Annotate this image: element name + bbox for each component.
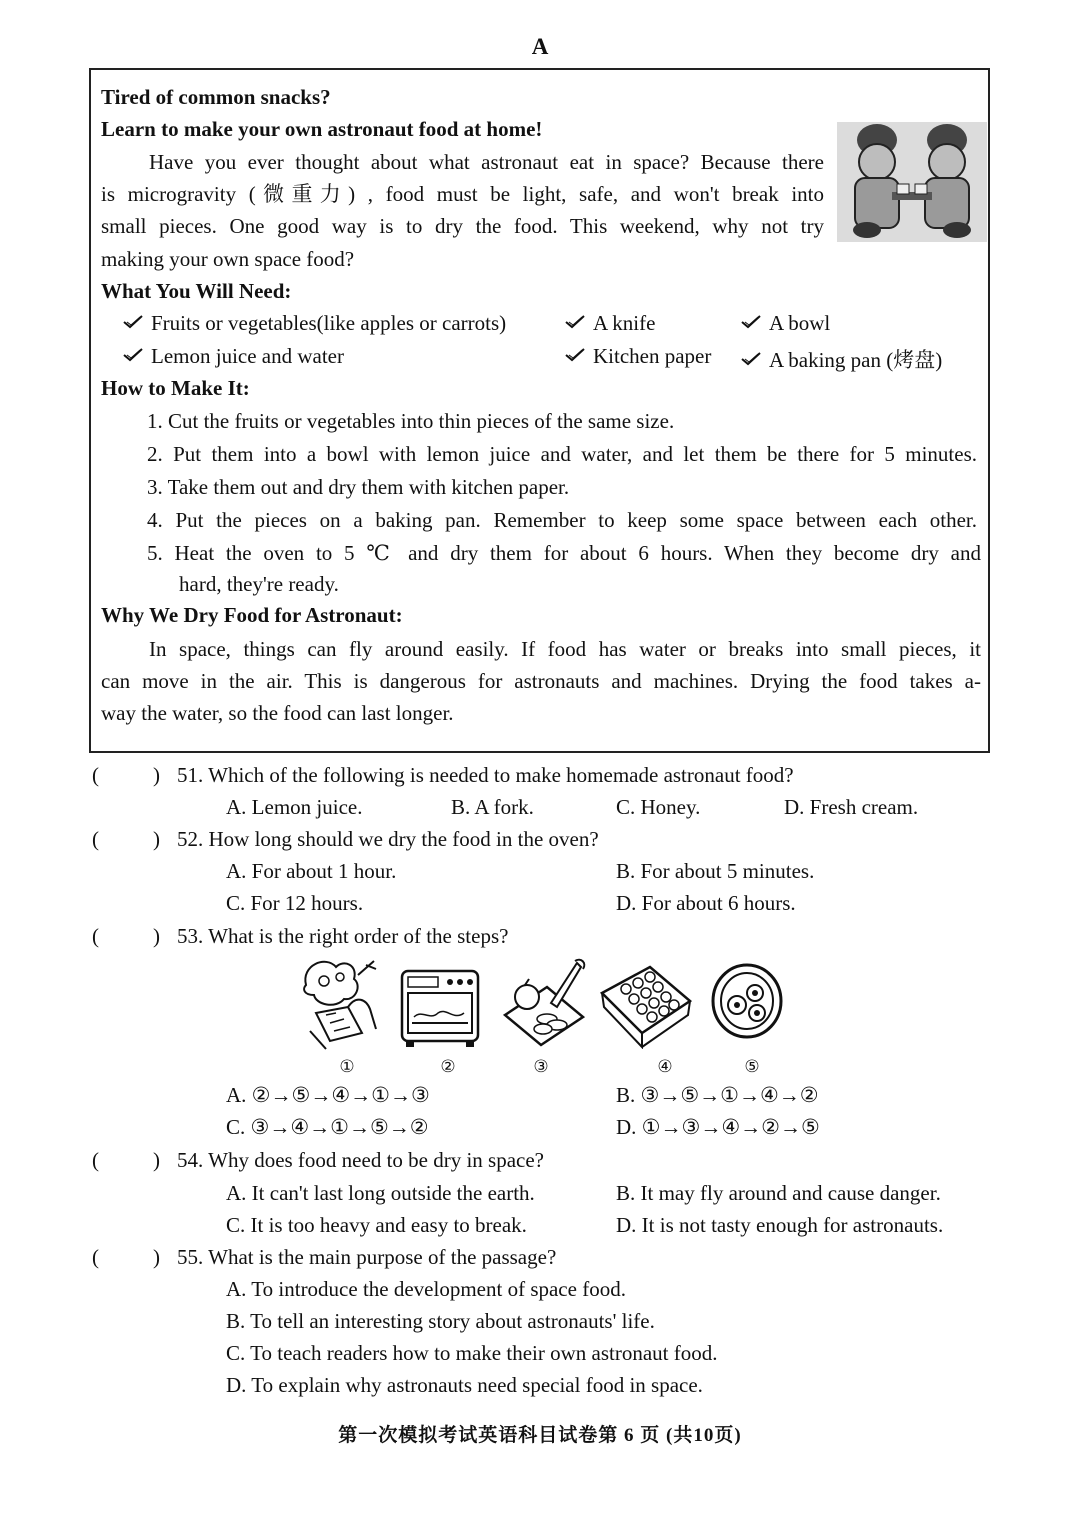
why-line-1: In space, things can fly around easily. If food has water or breaks into small pieces, it: [149, 637, 981, 661]
question-stem: 54. Why does food need to be dry in space?: [177, 1148, 545, 1172]
answer-paren-open[interactable]: (: [92, 1148, 99, 1172]
passage-box: [89, 68, 990, 753]
checkmark-icon: [123, 315, 143, 329]
intro-line-4: making your own space food?: [101, 247, 355, 271]
need-item-label: A bowl: [769, 311, 831, 335]
question-stem: 52. How long should we dry the food in the oven?: [177, 827, 599, 851]
need-item-lemon-juice: [123, 344, 344, 369]
option-b[interactable]: B. A fork.: [451, 795, 534, 819]
step-3: 3. Take them out and dry them with kitchen paper.: [147, 475, 570, 499]
option-d[interactable]: D. ①→③→④→②→⑤: [616, 1115, 820, 1139]
option-c[interactable]: C. For 12 hours.: [226, 891, 364, 915]
checkmark-icon: [565, 348, 585, 362]
step-5-continued: hard, they're ready.: [179, 572, 339, 596]
step-5: 5. Heat the oven to 5 ℃ and dry them for about 6 hours. When they become dry and: [147, 541, 981, 565]
why-heading: Why We Dry Food for Astronaut:: [101, 603, 403, 627]
need-item-knife: [565, 311, 655, 336]
answer-paren-close: ): [153, 763, 160, 787]
question-stem: 51. Which of the following is needed to make homemade astronaut food?: [177, 763, 794, 787]
checkmark-icon: [741, 315, 761, 329]
step-picture-dry-with-paper: [296, 955, 382, 1050]
step-2: 2. Put them into a bowl with lemon juice and water, and let them be there for 5 minutes.: [147, 442, 977, 466]
picture-label-4: ④: [657, 1057, 673, 1076]
section-letter: A: [531, 34, 549, 59]
answer-paren-open[interactable]: (: [92, 924, 99, 948]
option-d[interactable]: D. It is not tasty enough for astronauts.: [616, 1213, 944, 1237]
need-item-label: Lemon juice and water: [151, 344, 344, 368]
picture-label-3: ③: [533, 1057, 549, 1076]
need-item-bowl: [741, 311, 830, 336]
need-item-baking-pan: [741, 344, 942, 374]
step-picture-oven: [398, 967, 484, 1049]
passage-title-2: Learn to make your own astronaut food at home!: [101, 117, 543, 141]
option-c[interactable]: C. ③→④→①→⑤→②: [226, 1115, 429, 1139]
checkmark-icon: [565, 315, 585, 329]
option-b[interactable]: B. For about 5 minutes.: [616, 859, 815, 883]
answer-paren-open[interactable]: (: [92, 1245, 99, 1269]
option-a[interactable]: A. To introduce the development of space food.: [226, 1277, 626, 1301]
answer-paren-close: ): [153, 827, 160, 851]
option-a[interactable]: A. Lemon juice.: [226, 795, 363, 819]
need-item-label: Kitchen paper: [593, 344, 712, 368]
option-a[interactable]: A. ②→⑤→④→①→③: [226, 1083, 430, 1107]
need-item-kitchen-paper: [565, 344, 711, 369]
step-4: 4. Put the pieces on a baking pan. Remember to keep some space between each other.: [147, 508, 977, 532]
intro-line-3: small pieces. One good way is to dry the food. This weekend, why not try: [101, 214, 824, 238]
option-b[interactable]: B. ③→⑤→①→④→②: [616, 1083, 819, 1107]
picture-label-1: ①: [339, 1057, 355, 1076]
intro-line-2: is microgravity (微重力) , food must be light, safe, and won't break into: [101, 182, 824, 206]
option-c[interactable]: C. Honey.: [616, 795, 701, 819]
option-b[interactable]: B. To tell an interesting story about astronauts' life.: [226, 1309, 655, 1333]
need-heading: What You Will Need:: [101, 279, 292, 303]
picture-label-5: ⑤: [744, 1057, 760, 1076]
option-b[interactable]: B. It may fly around and cause danger.: [616, 1181, 941, 1205]
question-stem: 53. What is the right order of the steps?: [177, 924, 509, 948]
why-line-2: can move in the air. This is dangerous for astronauts and machines. Drying the food takes a-: [101, 669, 981, 693]
answer-paren-close: ): [153, 1148, 160, 1172]
need-item-label: Fruits or vegetables(like apples or carrots): [151, 311, 507, 335]
answer-paren-close: ): [153, 1245, 160, 1269]
page-footer: 第一次模拟考试英语科目试卷第 6 页 (共10页): [338, 1425, 742, 1446]
intro-line-1: Have you ever thought about what astronaut eat in space? Because there: [149, 150, 824, 174]
option-c[interactable]: C. To teach readers how to make their own astronaut food.: [226, 1341, 718, 1365]
step-picture-cutting: [497, 957, 589, 1047]
step-picture-bowl: [707, 961, 787, 1049]
astronauts-eating-illustration: [837, 122, 987, 242]
picture-label-2: ②: [440, 1057, 456, 1076]
question-stem: 55. What is the main purpose of the passage?: [177, 1245, 557, 1269]
need-item-label: A baking pan (烤盘): [769, 348, 943, 372]
answer-paren-open[interactable]: (: [92, 763, 99, 787]
step-1: 1. Cut the fruits or vegetables into thin pieces of the same size.: [147, 409, 675, 433]
need-item-fruits: [123, 311, 506, 336]
option-d[interactable]: D. To explain why astronauts need special food in space.: [226, 1373, 703, 1397]
option-d[interactable]: D. Fresh cream.: [784, 795, 919, 819]
option-d[interactable]: D. For about 6 hours.: [616, 891, 796, 915]
option-c[interactable]: C. It is too heavy and easy to break.: [226, 1213, 527, 1237]
checkmark-icon: [123, 348, 143, 362]
checkmark-icon: [741, 352, 761, 366]
answer-paren-close: ): [153, 924, 160, 948]
need-item-label: A knife: [593, 311, 656, 335]
option-a[interactable]: A. For about 1 hour.: [226, 859, 397, 883]
passage-title-1: Tired of common snacks?: [101, 85, 331, 109]
step-picture-baking-pan: [598, 963, 694, 1049]
answer-paren-open[interactable]: (: [92, 827, 99, 851]
why-line-3: way the water, so the food can last longer.: [101, 701, 454, 725]
how-heading: How to Make It:: [101, 376, 250, 400]
option-a[interactable]: A. It can't last long outside the earth.: [226, 1181, 535, 1205]
